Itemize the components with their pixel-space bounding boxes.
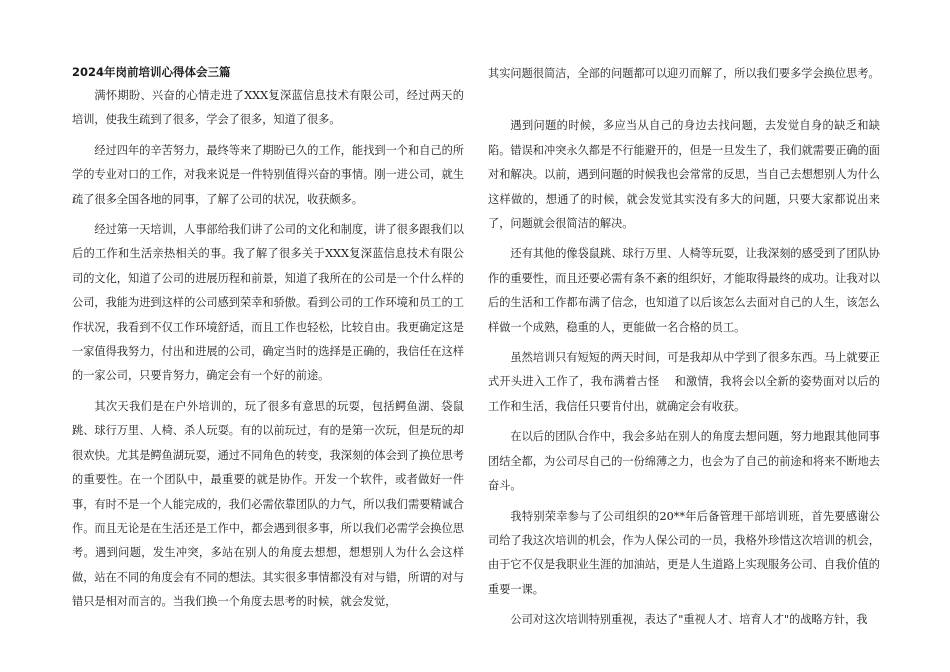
left-column (72, 60, 464, 621)
paragraph-gap (488, 92, 880, 114)
paragraph-second-day: 其次天我们是在户外培训的，玩了很多有意思的玩耍，包括鳄鱼湖、袋鼠跳、球行万里、人椅、杀人玩耍。有的以前玩过，有的是第一次玩，但是玩的却很欢快。尤其是鳄鱼湖玩耍，通过不同角色的转变，我深刻的体会到了换位思考的重要性。在一个团队中，最重要的就是协作。开发一个软件，或者做好一件事，有时不是一个人能完成的，我们必需依靠团队的力气，所以我们需要精诚合作。而且无论是在生活还是工作中，都会遇到很多事，所以我们必需学会换位思考。遇到问题，发生冲突，多站在别人的角度去想想，想想别人为什么会这样做，站在不同的角度会有不同的想法。其实很多事情都没有对与错，所谓的对与错只是相对而言的。当我们换一个角度去思考的时候，就会发觉， (72, 399, 464, 609)
paragraph-teamwork: 还有其他的像袋鼠跳、球行万里、人椅等玩耍，让我深刻的感受到了团队协作的重要性，而且还要必需有条不紊的组织好，才能取得最终的成功。让我对以后的生活和工作都布满了信念，也知道了以后该怎么去面对自己的人生，该怎么样做一个成熟，稳重的人，更能做一名合格的员工。 (488, 247, 880, 334)
paragraph-job: 经过四年的辛苦努力，最终等来了期盼已久的工作，能找到一个和自己的所学的专业对口的工作，对我来说是一件特别值得兴奋的事情。刚一进公司，就生疏了很多全国各地的同事，了解了公司的状况，收获颇多。 (72, 143, 464, 206)
document-title: 2024年岗前培训心得体会三篇 (72, 65, 231, 79)
paragraph-continuation: 其实问题很简洁，全部的问题都可以迎刃而解了，所以我们要多学会换位思考。 (488, 67, 880, 80)
paragraph-second-essay: 我特别荣幸参与了公司组织的20**年后备管理干部培训班，首先要感谢公司给了我这次培训的机会，作为人保公司的一员，我格外珍惜这次培训的机会，由于它不仅是我职业生涯的加油站，更是人生道路上实现服务公司、自我价值的重要一课。 (488, 509, 880, 596)
paragraph-intro: 满怀期盼、兴奋的心情走进了XXX复深蓝信息技术有限公司，经过两天的培训，使我生疏到了很多，学会了很多，知道了很多。 (72, 89, 464, 127)
right-column (488, 62, 880, 639)
paragraph-future: 在以后的团队合作中，我会多站在别人的角度去想问题，努力地跟其他同事团结全都，为公司尽自己的一份绵薄之力，也会为了自己的前途和将来不断地去奋斗。 (488, 430, 880, 493)
paragraph-problems: 遇到问题的时候，多应当从自己的身边去找问题，去发觉自身的缺乏和缺陷。错误和冲突永久都是不行能避开的，但是一旦发生了，我们就需要正确的面对和解决。以前，遇到问题的时候我也会常常的反思，当自己去想想别人为什么这样做的，想通了的时候，就会发觉其实没有多大的问题，只要大家都说出来了，问题就会很简洁的解决。 (488, 119, 880, 231)
paragraph-first-day: 经过第一天培训，人事部给我们讲了公司的文化和制度，讲了很多跟我们以后的工作和生活亲热相关的事。我了解了很多关于XXX复深蓝信息技术有限公司的文化，知道了公司的进展历程和前景，知道了我所在的公司是一个什么样的公司，我能为进到这样的公司感到荣幸和骄傲。看到公司的工作环境和员工的工作状况，我看到不仅工作环境舒适，而且工作也轻松，比较自由。我更确定这是一家值得我努力，付出和进展的公司，确定当时的选择是正确的，我信任在这样的一家公司，只要肯努力，确定会有一个好的前途。 (72, 223, 464, 383)
paragraph-two-days: 虽然培训只有短短的两天时间，可是我却从中学到了很多东西。马上就要正式开头进入工作了，我布满着古怪 和激情，我将会以全新的姿势面对以后的工作和生活，我信任只要肯付出，就确定会有收获。 (488, 351, 880, 413)
paragraph-strategy: 公司对这次培训特别重视，表达了"重视人才、培育人才"的战略方针，我 (510, 613, 868, 627)
